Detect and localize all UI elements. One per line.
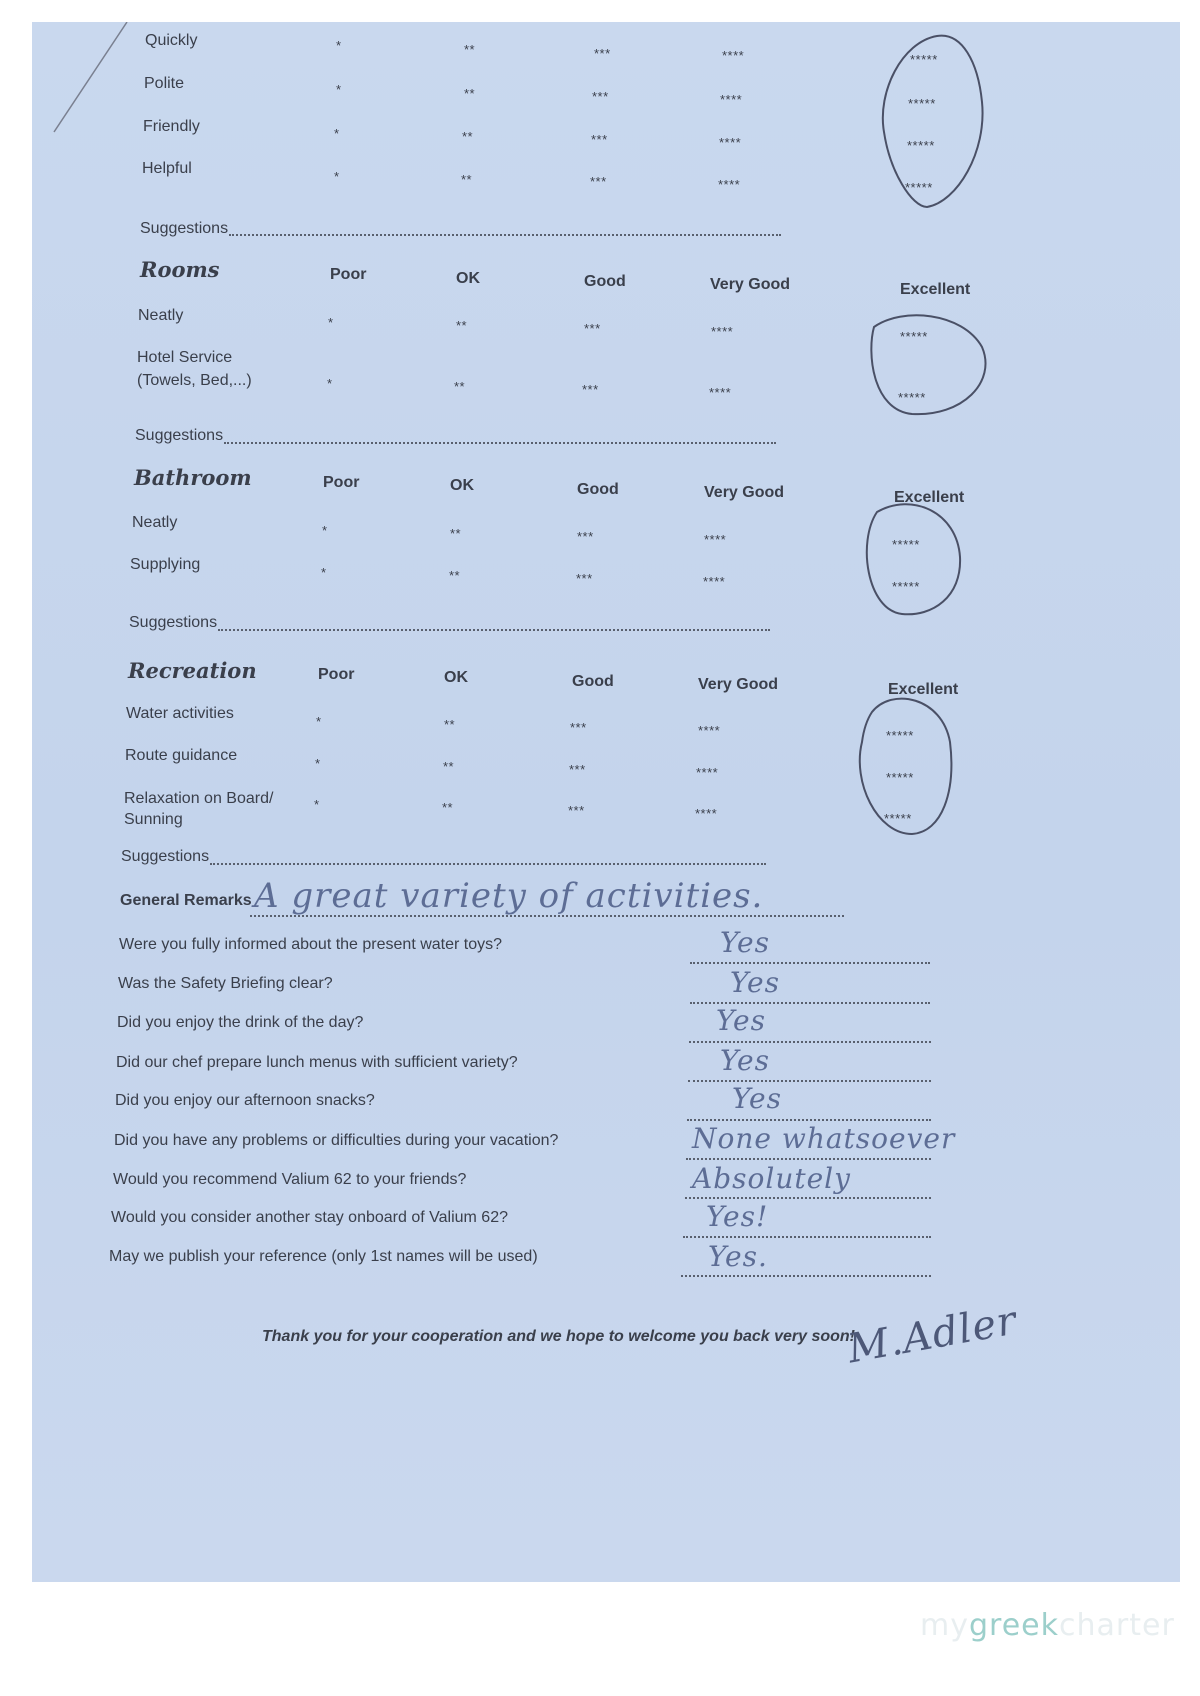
bathroom-item-neatly: Neatly — [132, 514, 178, 531]
section-title-bathroom: Bathroom — [134, 465, 252, 490]
star-3: *** — [594, 46, 611, 61]
question-7: Would you recommend Valium 62 to your friends? — [113, 1171, 467, 1188]
star-2: ** — [454, 379, 466, 394]
service-item-polite: Polite — [144, 75, 185, 92]
star-1: * — [316, 714, 322, 729]
signature: M.Adler — [844, 1297, 1021, 1373]
recreation-item-water-activities: Water activities — [126, 705, 234, 722]
star-2: ** — [443, 759, 455, 774]
recreation-item-relaxation: Relaxation on Board/ Sunning — [124, 790, 274, 828]
question-1: Were you fully informed about the present water toys? — [119, 936, 503, 953]
column-good: Good — [584, 273, 626, 290]
star-3: *** — [590, 174, 607, 189]
star-1: * — [334, 126, 340, 141]
star-2: ** — [456, 318, 468, 333]
watermark — [920, 1608, 1175, 1643]
answer-1: Yes — [720, 926, 770, 959]
star-2: ** — [462, 129, 474, 144]
circle-service-excellent — [883, 36, 983, 207]
star-4: **** — [722, 48, 745, 63]
bathroom-item-supplying: Supplying — [130, 556, 201, 573]
star-5: ***** — [884, 811, 912, 826]
column-good: Good — [577, 481, 619, 498]
rooms-item-neatly: Neatly — [138, 307, 184, 324]
star-1: * — [314, 797, 320, 812]
section-title-recreation: Recreation — [128, 658, 257, 683]
star-4: **** — [720, 92, 743, 107]
thank-you-message: Thank you for your cooperation and we hope to welcome you back very soon! — [262, 1328, 855, 1345]
star-2: ** — [444, 717, 456, 732]
star-2: ** — [442, 800, 454, 815]
question-8: Would you consider another stay onboard of Valium 62? — [111, 1209, 508, 1226]
column-excellent: Excellent — [888, 681, 959, 698]
star-2: ** — [464, 42, 476, 57]
watermark-greek: greek — [968, 1608, 1059, 1643]
star-1: * — [334, 169, 340, 184]
column-ok: OK — [450, 477, 474, 494]
star-1: * — [315, 756, 321, 771]
feedback-form-sheet — [32, 22, 1180, 1582]
star-5: ***** — [908, 96, 936, 111]
suggestions-label: Suggestions — [140, 220, 229, 237]
star-3: *** — [570, 720, 587, 735]
star-4: **** — [719, 135, 742, 150]
star-5: ***** — [907, 138, 935, 153]
star-4: **** — [718, 177, 741, 192]
circle-recreation-excellent — [860, 699, 952, 834]
star-4: **** — [696, 765, 719, 780]
suggestions-label: Suggestions — [135, 427, 224, 444]
answer-5: Yes — [732, 1082, 782, 1115]
star-1: * — [336, 38, 342, 53]
star-5: ***** — [886, 770, 914, 785]
star-4: **** — [698, 723, 721, 738]
service-item-helpful: Helpful — [142, 160, 192, 177]
watermark-charter: charter — [1059, 1608, 1175, 1643]
section-title-rooms: Rooms — [140, 257, 220, 282]
answer-3: Yes — [716, 1004, 766, 1037]
star-2: ** — [464, 86, 476, 101]
column-good: Good — [572, 673, 614, 690]
star-4: **** — [709, 385, 732, 400]
star-3: *** — [592, 89, 609, 104]
star-3: *** — [591, 132, 608, 147]
answer-8: Yes! — [706, 1200, 769, 1233]
recreation-item-route-guidance: Route guidance — [125, 747, 238, 764]
star-5: ***** — [886, 728, 914, 743]
watermark-my: my — [920, 1608, 969, 1643]
suggestions-label: Suggestions — [129, 614, 218, 631]
suggestions-label: Suggestions — [121, 848, 210, 865]
question-5: Did you enjoy our afternoon snacks? — [115, 1092, 375, 1109]
star-5: ***** — [900, 329, 928, 344]
star-1: * — [328, 315, 334, 330]
star-2: ** — [450, 526, 462, 541]
star-3: *** — [577, 529, 594, 544]
star-1: * — [327, 376, 333, 391]
star-3: *** — [584, 321, 601, 336]
star-5: ***** — [905, 180, 933, 195]
column-excellent: Excellent — [900, 281, 971, 298]
circle-rooms-excellent — [871, 315, 985, 414]
star-4: **** — [704, 532, 727, 547]
answer-7: Absolutely — [692, 1162, 851, 1195]
excellent-circles — [32, 22, 1180, 1582]
star-4: **** — [711, 324, 734, 339]
page-fold-line — [54, 22, 127, 132]
star-4: **** — [695, 806, 718, 821]
column-poor: Poor — [318, 666, 355, 683]
star-2: ** — [449, 568, 461, 583]
star-3: *** — [576, 571, 593, 586]
answer-9: Yes. — [708, 1240, 768, 1273]
question-3: Did you enjoy the drink of the day? — [117, 1014, 364, 1031]
star-5: ***** — [898, 390, 926, 405]
star-2: ** — [461, 172, 473, 187]
column-ok: OK — [444, 669, 468, 686]
service-item-quickly: Quickly — [145, 32, 198, 49]
star-1: * — [336, 82, 342, 97]
column-excellent: Excellent — [894, 489, 965, 506]
star-5: ***** — [892, 579, 920, 594]
answer-2: Yes — [730, 966, 780, 999]
question-4: Did our chef prepare lunch menus with sufficient variety? — [116, 1054, 518, 1071]
rooms-item-hotel-service: Hotel Service (Towels, Bed,...) — [137, 349, 252, 389]
star-1: * — [321, 565, 327, 580]
star-4: **** — [703, 574, 726, 589]
column-poor: Poor — [330, 266, 367, 283]
star-5: ***** — [910, 52, 938, 67]
star-5: ***** — [892, 537, 920, 552]
circle-bathroom-excellent — [867, 504, 960, 614]
question-9: May we publish your reference (only 1st names will be used) — [109, 1248, 538, 1265]
column-very-good: Very Good — [710, 276, 791, 293]
column-very-good: Very Good — [698, 676, 779, 693]
column-very-good: Very Good — [704, 484, 785, 501]
star-1: * — [322, 523, 328, 538]
star-3: *** — [568, 803, 585, 818]
answer-4: Yes — [720, 1044, 770, 1077]
general-remarks-label: General Remarks — [120, 892, 252, 909]
column-ok: OK — [456, 270, 480, 287]
star-3: *** — [569, 762, 586, 777]
star-3: *** — [582, 382, 599, 397]
question-6: Did you have any problems or difficulties during your vacation? — [114, 1132, 559, 1149]
service-item-friendly: Friendly — [143, 118, 200, 135]
general-remarks-answer: A great variety of activities. — [254, 876, 764, 916]
question-2: Was the Safety Briefing clear? — [118, 975, 333, 992]
column-poor: Poor — [323, 474, 360, 491]
answer-6: None whatsoever — [692, 1122, 956, 1155]
